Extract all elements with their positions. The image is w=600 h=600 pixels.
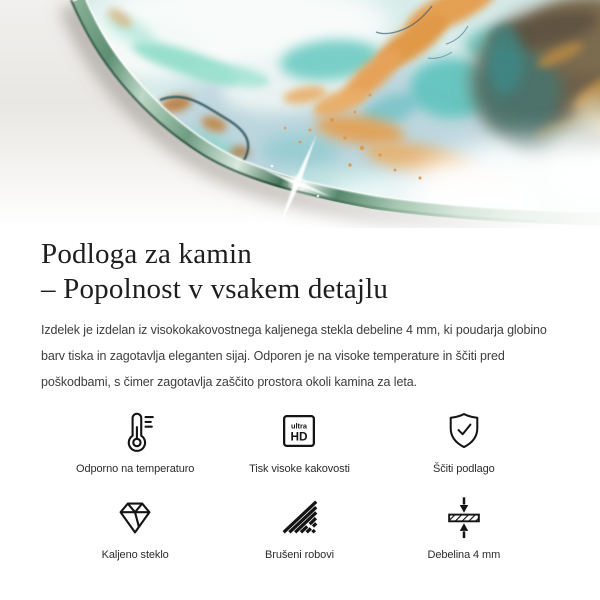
page-title: [41, 237, 558, 307]
thermometer-icon: [112, 408, 158, 454]
description-content: [0, 237, 600, 562]
feature-protection: [382, 408, 546, 476]
shield-check-icon: [442, 408, 486, 454]
ultra-hd-text-small: ultra: [291, 421, 308, 431]
ultra-hd-icon: [278, 408, 320, 454]
feature-tempered-glass: [53, 494, 217, 562]
feature-label: Ščiti podlago: [432, 463, 495, 475]
title-line-2: – Popolnost v vsakem detajlu: [41, 273, 389, 305]
feature-label: Kaljeno steklo: [101, 549, 169, 561]
feature-label: Brušeni robovi: [265, 549, 334, 561]
feature-label: Odporno na temperaturo: [76, 463, 195, 475]
feature-label: Tisk visoke kakovosti: [249, 463, 350, 475]
glass-panel-illustration: [0, 0, 600, 228]
features-grid: [53, 408, 546, 562]
ultra-hd-text-big: HD: [290, 429, 309, 444]
feature-label: Debelina 4 mm: [427, 549, 501, 561]
product-image: [0, 0, 600, 228]
feature-polished-edges: [217, 494, 381, 562]
thickness-icon: [441, 494, 487, 540]
diamond-icon: [112, 494, 158, 540]
description-text: Izdelek je izdelan iz visokokakovostnega kaljenega stekla debeline 4 mm, ki poudarja globino barv tiska in zagotavlja eleganten sijaj. Odporen je na visoke temperature in ščiti pred poškodbami, s čimer zagotavlja zaščito prostora okoli kamina za leta.: [41, 323, 547, 389]
feature-thickness: [382, 494, 546, 562]
feature-print-quality: [217, 408, 381, 476]
title-line-1: Podloga za kamin: [41, 238, 252, 270]
feature-temperature: [53, 408, 217, 476]
beveled-edges-icon: [276, 494, 322, 540]
